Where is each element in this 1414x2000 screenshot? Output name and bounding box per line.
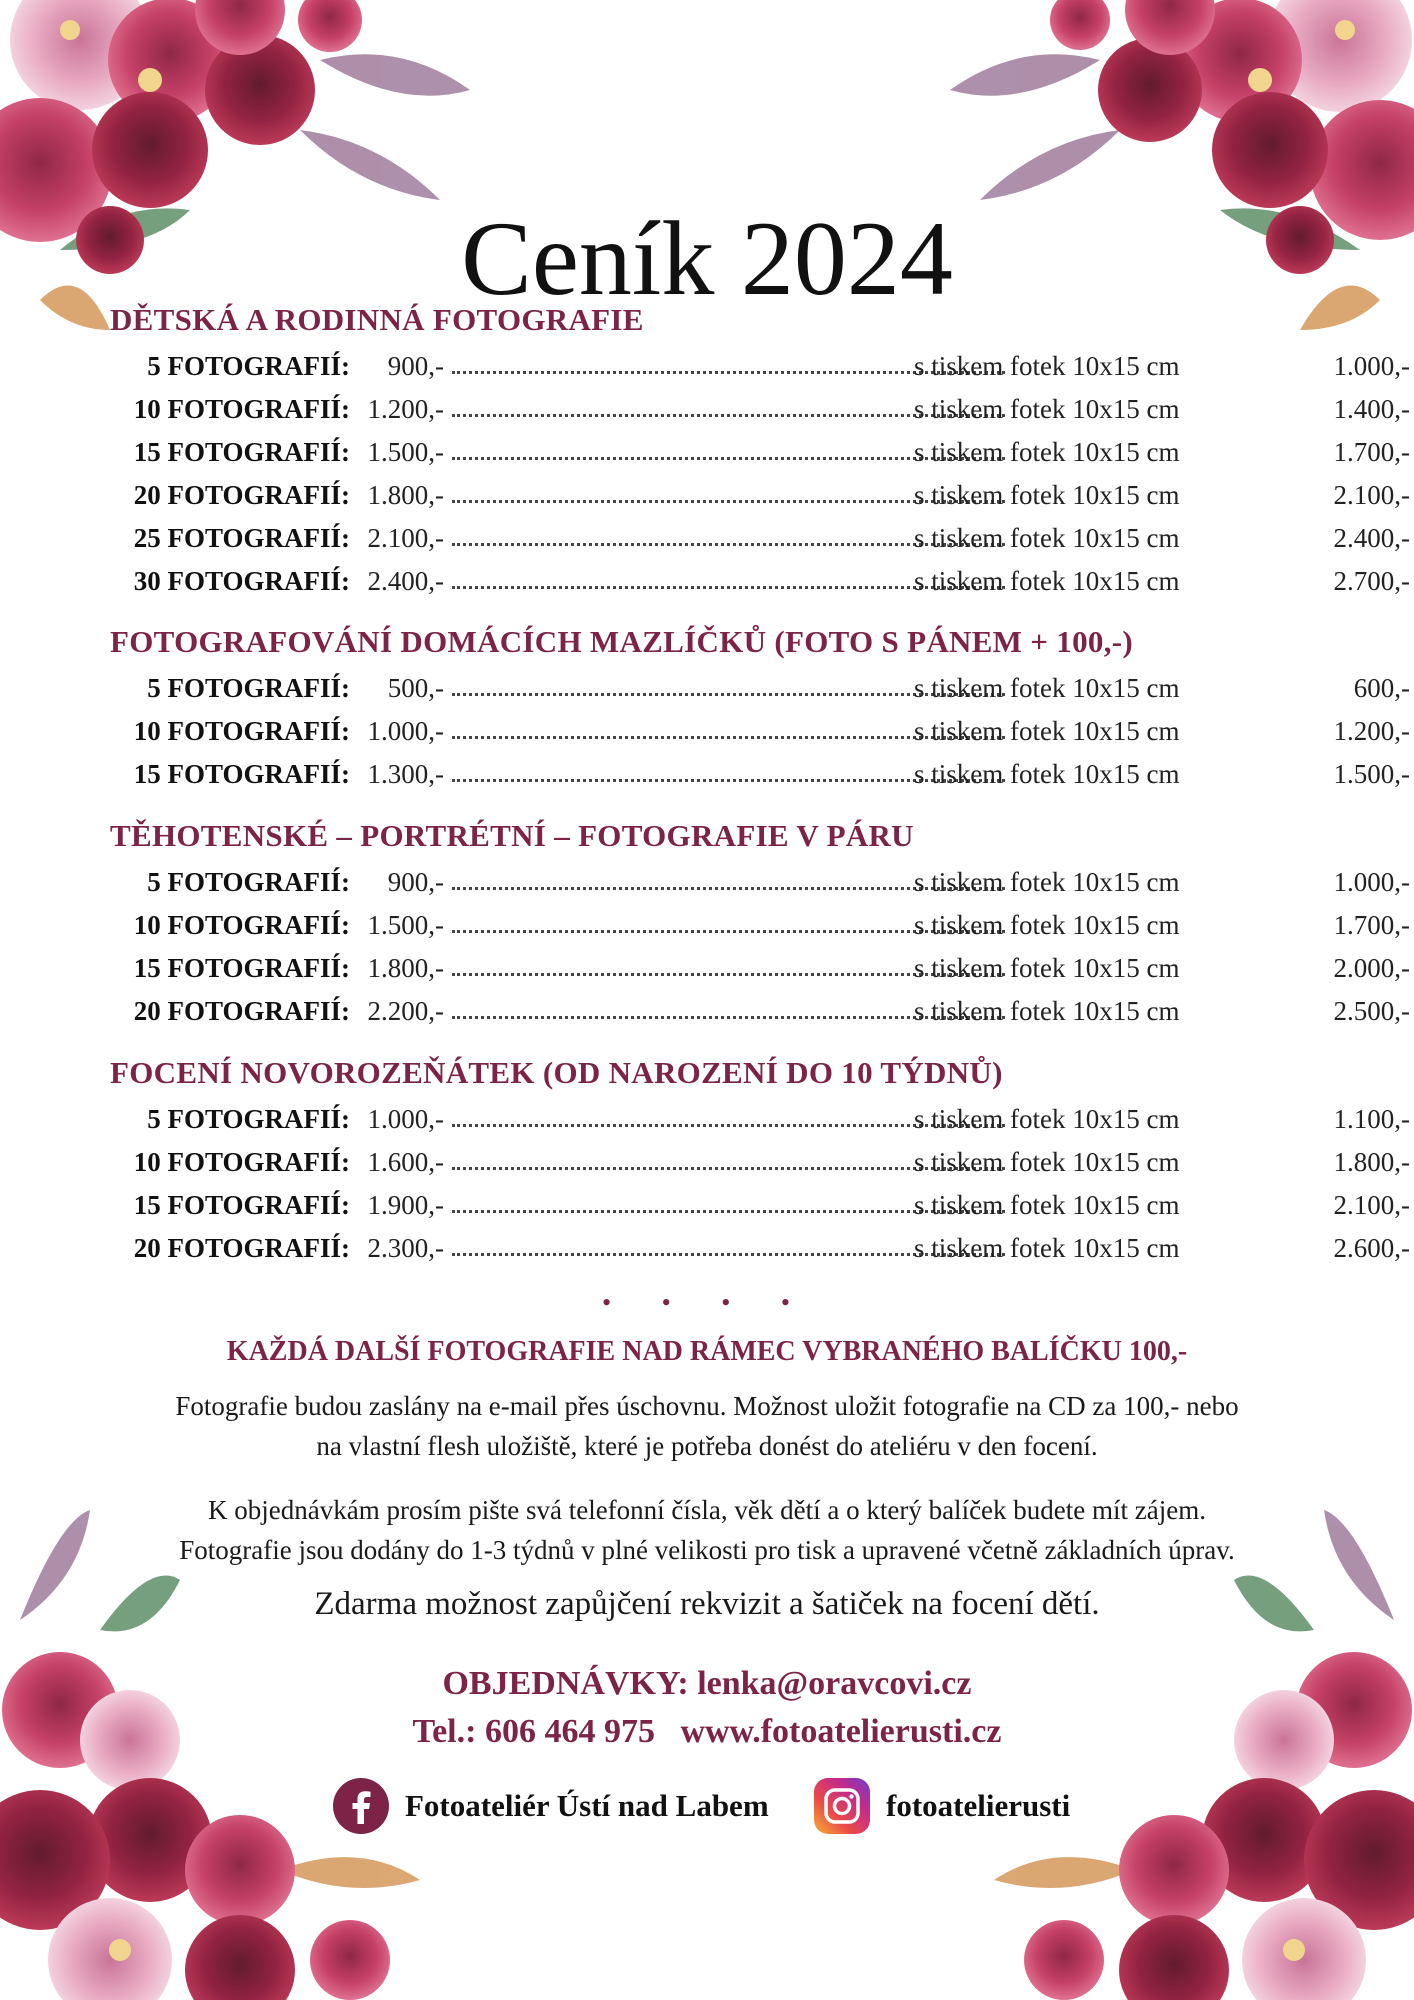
print-text: s tiskem fotek 10x15 cm [914, 523, 1180, 553]
package-label: 30 FOTOGRAFIÍ: [133, 566, 350, 596]
print-text: s tiskem fotek 10x15 cm [914, 1233, 1180, 1263]
package-label: 10 FOTOGRAFIÍ: [133, 1147, 350, 1177]
package-price: 1.000,- [367, 1104, 444, 1134]
print-price: 2.000,- [1333, 953, 1410, 983]
print-price: 600,- [1353, 673, 1410, 703]
print-text: s tiskem fotek 10x15 cm [914, 910, 1180, 940]
package-price: 2.200,- [367, 996, 444, 1026]
print-text: s tiskem fotek 10x15 cm [914, 351, 1180, 381]
print-text: s tiskem fotek 10x15 cm [914, 1104, 1180, 1134]
print-price: 1.700,- [1333, 437, 1410, 467]
package-label: 15 FOTOGRAFIÍ: [133, 953, 350, 983]
package-price: 1.800,- [367, 953, 444, 983]
print-price: 1.800,- [1333, 1147, 1410, 1177]
print-text: s tiskem fotek 10x15 cm [914, 953, 1180, 983]
print-text: s tiskem fotek 10x15 cm [914, 480, 1180, 510]
free-props-note: Zdarma možnost zapůjčení rekvizit a šatiček na focení dětí. [314, 1586, 1100, 1622]
separator-dots: • • • • [602, 1288, 812, 1317]
section-heading: DĚTSKÁ A RODINNÁ FOTOGRAFIE [110, 302, 644, 337]
delivery-line: Fotografie budou zaslány na e-mail přes úschovnu. Možnost uložit fotografie na CD za 100,- nebo [175, 1391, 1239, 1421]
price-row [110, 990, 1410, 1032]
price-row [110, 1098, 1410, 1140]
print-price: 1.400,- [1333, 394, 1410, 424]
print-price: 2.100,- [1333, 480, 1410, 510]
print-price: 2.700,- [1333, 566, 1410, 596]
package-price: 500,- [387, 673, 444, 703]
section-heading: FOCENÍ NOVOROZEŇÁTEK (OD NAROZENÍ DO 10 TÝDNŮ) [110, 1055, 1003, 1090]
price-row [110, 710, 1410, 752]
delivery-line: na vlastní flesh uložiště, které je potřeba donést do ateliéru v den focení. [316, 1431, 1098, 1461]
package-label: 25 FOTOGRAFIÍ: [133, 523, 350, 553]
package-price: 900,- [387, 351, 444, 381]
page-title: Ceník 2024 [461, 200, 953, 318]
print-price: 1.000,- [1333, 867, 1410, 897]
price-row [110, 1184, 1410, 1226]
delivery-info [60, 1386, 1354, 1466]
facebook-name: Fotoateliér Ústí nad Labem [405, 1788, 769, 1823]
print-price: 1.700,- [1333, 910, 1410, 940]
package-label: 5 FOTOGRAFIÍ: [147, 351, 350, 381]
print-text: s tiskem fotek 10x15 cm [914, 394, 1180, 424]
instagram-handle: fotoatelierusti [886, 1788, 1071, 1823]
package-label: 15 FOTOGRAFIÍ: [133, 759, 350, 789]
print-price: 1.000,- [1333, 351, 1410, 381]
price-row [110, 753, 1410, 795]
package-label: 10 FOTOGRAFIÍ: [133, 394, 350, 424]
facebook-link[interactable] [333, 1776, 769, 1836]
package-price: 2.100,- [367, 523, 444, 553]
instagram-link[interactable] [814, 1776, 1070, 1836]
package-label: 20 FOTOGRAFIÍ: [133, 996, 350, 1026]
print-price: 1.100,- [1333, 1104, 1410, 1134]
price-row [110, 1141, 1410, 1183]
price-row [110, 1227, 1410, 1269]
price-row [110, 947, 1410, 989]
instagram-icon [814, 1778, 870, 1834]
print-price: 2.600,- [1333, 1233, 1410, 1263]
price-row [110, 431, 1410, 473]
print-text: s tiskem fotek 10x15 cm [914, 867, 1180, 897]
package-label: 10 FOTOGRAFIÍ: [133, 716, 350, 746]
package-label: 5 FOTOGRAFIÍ: [147, 867, 350, 897]
price-row [110, 560, 1410, 602]
price-row [110, 667, 1410, 709]
print-text: s tiskem fotek 10x15 cm [914, 996, 1180, 1026]
print-price: 2.400,- [1333, 523, 1410, 553]
order-info [60, 1490, 1354, 1570]
package-label: 5 FOTOGRAFIÍ: [147, 673, 350, 703]
price-row [110, 388, 1410, 430]
print-price: 2.100,- [1333, 1190, 1410, 1220]
orders-email[interactable]: OBJEDNÁVKY: lenka@oravcovi.cz [442, 1665, 972, 1702]
package-label: 15 FOTOGRAFIÍ: [133, 437, 350, 467]
section-heading: FOTOGRAFOVÁNÍ DOMÁCÍCH MAZLÍČKŮ (FOTO S PÁNEM + 100,-) [110, 624, 1133, 659]
print-text: s tiskem fotek 10x15 cm [914, 716, 1180, 746]
extra-photo-note: KAŽDÁ DALŠÍ FOTOGRAFIE NAD RÁMEC VYBRANÉHO BALÍČKU 100,- [226, 1336, 1188, 1367]
package-price: 1.200,- [367, 394, 444, 424]
print-text: s tiskem fotek 10x15 cm [914, 759, 1180, 789]
print-text: s tiskem fotek 10x15 cm [914, 437, 1180, 467]
price-row [110, 904, 1410, 946]
package-price: 1.000,- [367, 716, 444, 746]
price-row [110, 345, 1410, 387]
print-price: 1.200,- [1333, 716, 1410, 746]
price-row [110, 861, 1410, 903]
package-label: 5 FOTOGRAFIÍ: [147, 1104, 350, 1134]
facebook-icon [333, 1778, 389, 1834]
print-text: s tiskem fotek 10x15 cm [914, 1147, 1180, 1177]
package-price: 2.400,- [367, 566, 444, 596]
price-row [110, 474, 1410, 516]
package-price: 1.600,- [367, 1147, 444, 1177]
phone-website[interactable]: Tel.: 606 464 975 www.fotoatelierusti.cz [412, 1713, 1002, 1750]
package-label: 10 FOTOGRAFIÍ: [133, 910, 350, 940]
package-label: 20 FOTOGRAFIÍ: [133, 480, 350, 510]
print-text: s tiskem fotek 10x15 cm [914, 673, 1180, 703]
package-label: 20 FOTOGRAFIÍ: [133, 1233, 350, 1263]
print-text: s tiskem fotek 10x15 cm [914, 1190, 1180, 1220]
print-text: s tiskem fotek 10x15 cm [914, 566, 1180, 596]
package-price: 1.300,- [367, 759, 444, 789]
package-label: 15 FOTOGRAFIÍ: [133, 1190, 350, 1220]
price-row [110, 517, 1410, 559]
section-heading: TĚHOTENSKÉ – PORTRÉTNÍ – FOTOGRAFIE V PÁRU [110, 818, 914, 853]
package-price: 1.500,- [367, 910, 444, 940]
order-info-line: Fotografie jsou dodány do 1-3 týdnů v plné velikosti pro tisk a upravené včetně základních úprav. [179, 1535, 1235, 1565]
package-price: 1.800,- [367, 480, 444, 510]
order-info-line: K objednávkám prosím pište svá telefonní čísla, věk dětí a o který balíček budete mít zájem. [208, 1495, 1206, 1525]
print-price: 1.500,- [1333, 759, 1410, 789]
package-price: 1.900,- [367, 1190, 444, 1220]
package-price: 2.300,- [367, 1233, 444, 1263]
package-price: 900,- [387, 867, 444, 897]
print-price: 2.500,- [1333, 996, 1410, 1026]
package-price: 1.500,- [367, 437, 444, 467]
